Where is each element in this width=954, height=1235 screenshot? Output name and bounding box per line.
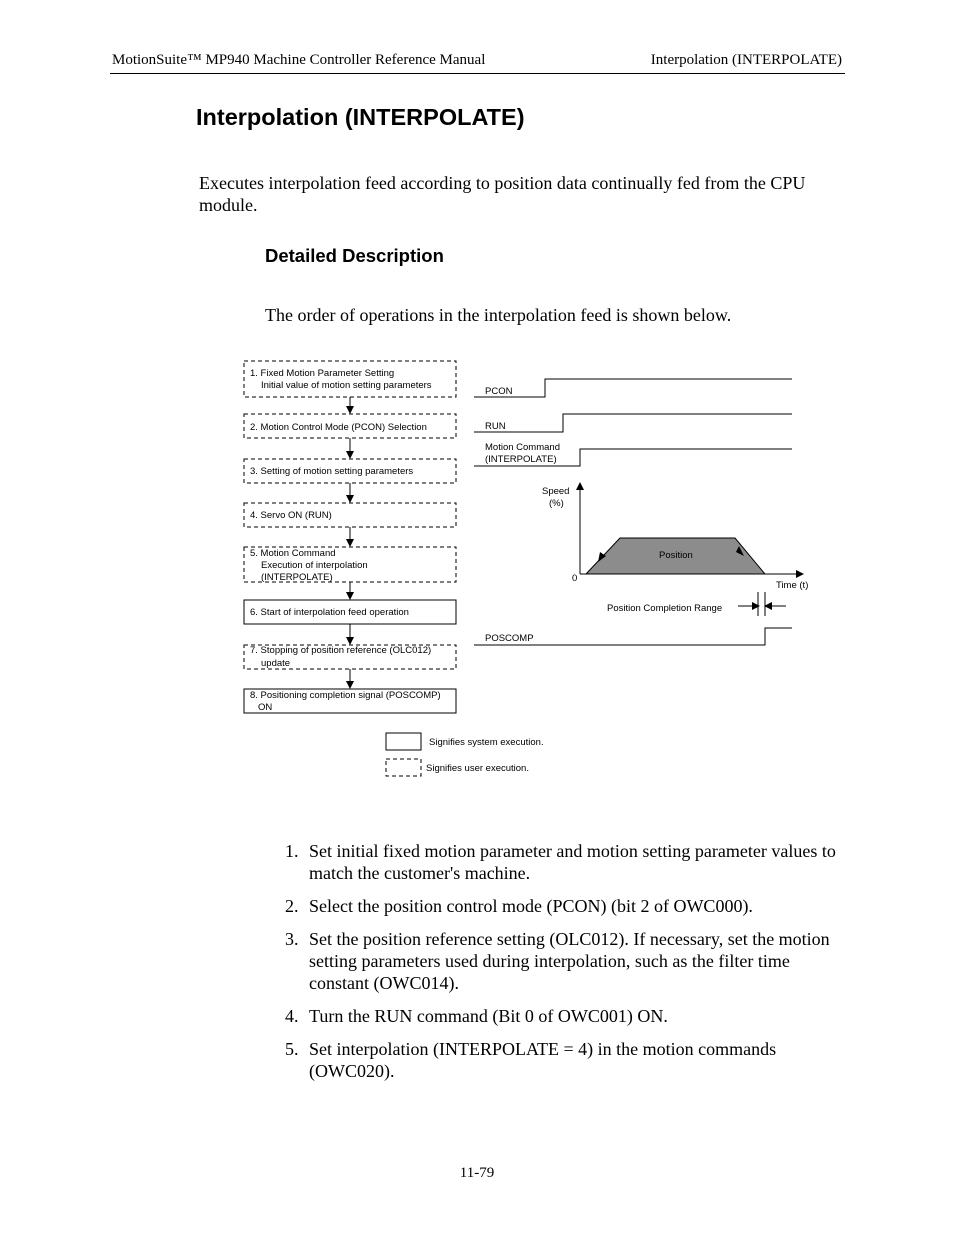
order-paragraph: The order of operations in the interpolation feed is shown below. (265, 305, 732, 325)
procedure-number: 2. (285, 896, 299, 916)
flow-step-3 (244, 459, 456, 483)
procedure-text: Turn the RUN command (Bit 0 of OWC001) ON. (309, 1006, 668, 1026)
completion-range (607, 592, 786, 616)
poscomp-label: POSCOMP (485, 633, 534, 644)
position-label: Position (659, 550, 693, 561)
legend-user-box (386, 759, 421, 776)
pcon-label: PCON (485, 386, 513, 397)
poscomp-signal (474, 628, 792, 645)
motion-command-label-1: Motion Command (485, 442, 560, 453)
time-label: Time (t) (776, 580, 809, 591)
flow-step-5-line-3: (INTERPOLATE) (261, 572, 333, 583)
completion-range-label: Position Completion Range (607, 603, 723, 614)
intro-paragraph: Executes interpolation feed according to position data continually fed from the CPU module. (199, 173, 806, 215)
legend (386, 733, 544, 776)
legend-system-box (386, 733, 421, 750)
section-heading: Detailed Description (265, 245, 444, 266)
page-title: Interpolation (INTERPOLATE) (196, 104, 525, 130)
flow-step-1 (244, 361, 456, 397)
procedure-item (285, 1038, 845, 1082)
procedure-item (285, 1005, 845, 1027)
procedure-text: Set initial fixed motion parameter and motion setting parameter values to match the customer's machine. (309, 841, 836, 883)
run-signal (474, 414, 792, 432)
timing-chart (474, 379, 808, 645)
flow-step-5-line-2: Execution of interpolation (261, 560, 368, 571)
procedure-number: 5. (285, 1039, 299, 1059)
header-manual-title: MotionSuite™ MP940 Machine Controller Reference Manual (112, 52, 486, 68)
legend-user-label: Signifies user execution. (426, 763, 529, 774)
speed-label-2: (%) (549, 498, 564, 509)
procedure-text: Select the position control mode (PCON) (bit 2 of OWC000). (309, 896, 753, 916)
run-label: RUN (485, 421, 506, 432)
flow-step-7-line-1: 7. Stopping of position reference (OLC012) (250, 645, 432, 656)
flow-step-7-line-2: update (261, 658, 291, 669)
flow-step-7 (244, 645, 456, 669)
flow-step-5-line-1: 5. Motion Command (250, 548, 336, 559)
procedure-item (285, 928, 845, 994)
flow-step-6-line-1: 6. Start of interpolation feed operation (250, 607, 409, 618)
procedure-item (285, 895, 845, 917)
origin-label: 0 (572, 573, 578, 584)
motion-command-label-2: (INTERPOLATE) (485, 454, 557, 465)
flow-step-3-line-1: 3. Setting of motion setting parameters (250, 466, 414, 477)
procedure-number: 3. (285, 929, 299, 949)
procedure-item (285, 840, 845, 884)
speed-profile (542, 486, 808, 591)
speed-label-1: Speed (542, 486, 570, 497)
flow-step-1-line-1: 1. Fixed Motion Parameter Setting (250, 368, 395, 379)
flow-step-4-line-1: 4. Servo ON (RUN) (250, 510, 332, 521)
flow-step-8 (244, 689, 456, 713)
procedure-text: Set the position reference setting (OLC012). If necessary, set the motion setting parameters used during interpolation, such as the filter time constant (OWC014). (309, 929, 830, 993)
procedure-text: Set interpolation (INTERPOLATE = 4) in the motion commands (OWC020). (309, 1039, 777, 1081)
legend-system-label: Signifies system execution. (429, 737, 544, 748)
flow-step-5 (244, 547, 456, 583)
flow-step-2 (244, 414, 456, 438)
flow-step-6 (244, 600, 456, 624)
flow-step-8-line-1: 8. Positioning completion signal (POSCOMP) (250, 690, 441, 701)
procedure-number: 4. (285, 1006, 299, 1026)
flow-step-8-line-2: ON (258, 702, 273, 713)
flow-step-2-line-1: 2. Motion Control Mode (PCON) Selection (250, 422, 427, 433)
pcon-signal (474, 379, 792, 397)
flow-step-1-line-2: Initial value of motion setting parameters (261, 380, 432, 391)
procedure-list (285, 840, 845, 1093)
procedure-number: 1. (285, 841, 299, 861)
page-number: 11-79 (459, 1165, 495, 1181)
flow-step-4 (244, 503, 456, 527)
flowchart (244, 361, 456, 713)
header-section-title: Interpolation (INTERPOLATE) (650, 52, 842, 68)
motion-command-signal (474, 442, 792, 466)
